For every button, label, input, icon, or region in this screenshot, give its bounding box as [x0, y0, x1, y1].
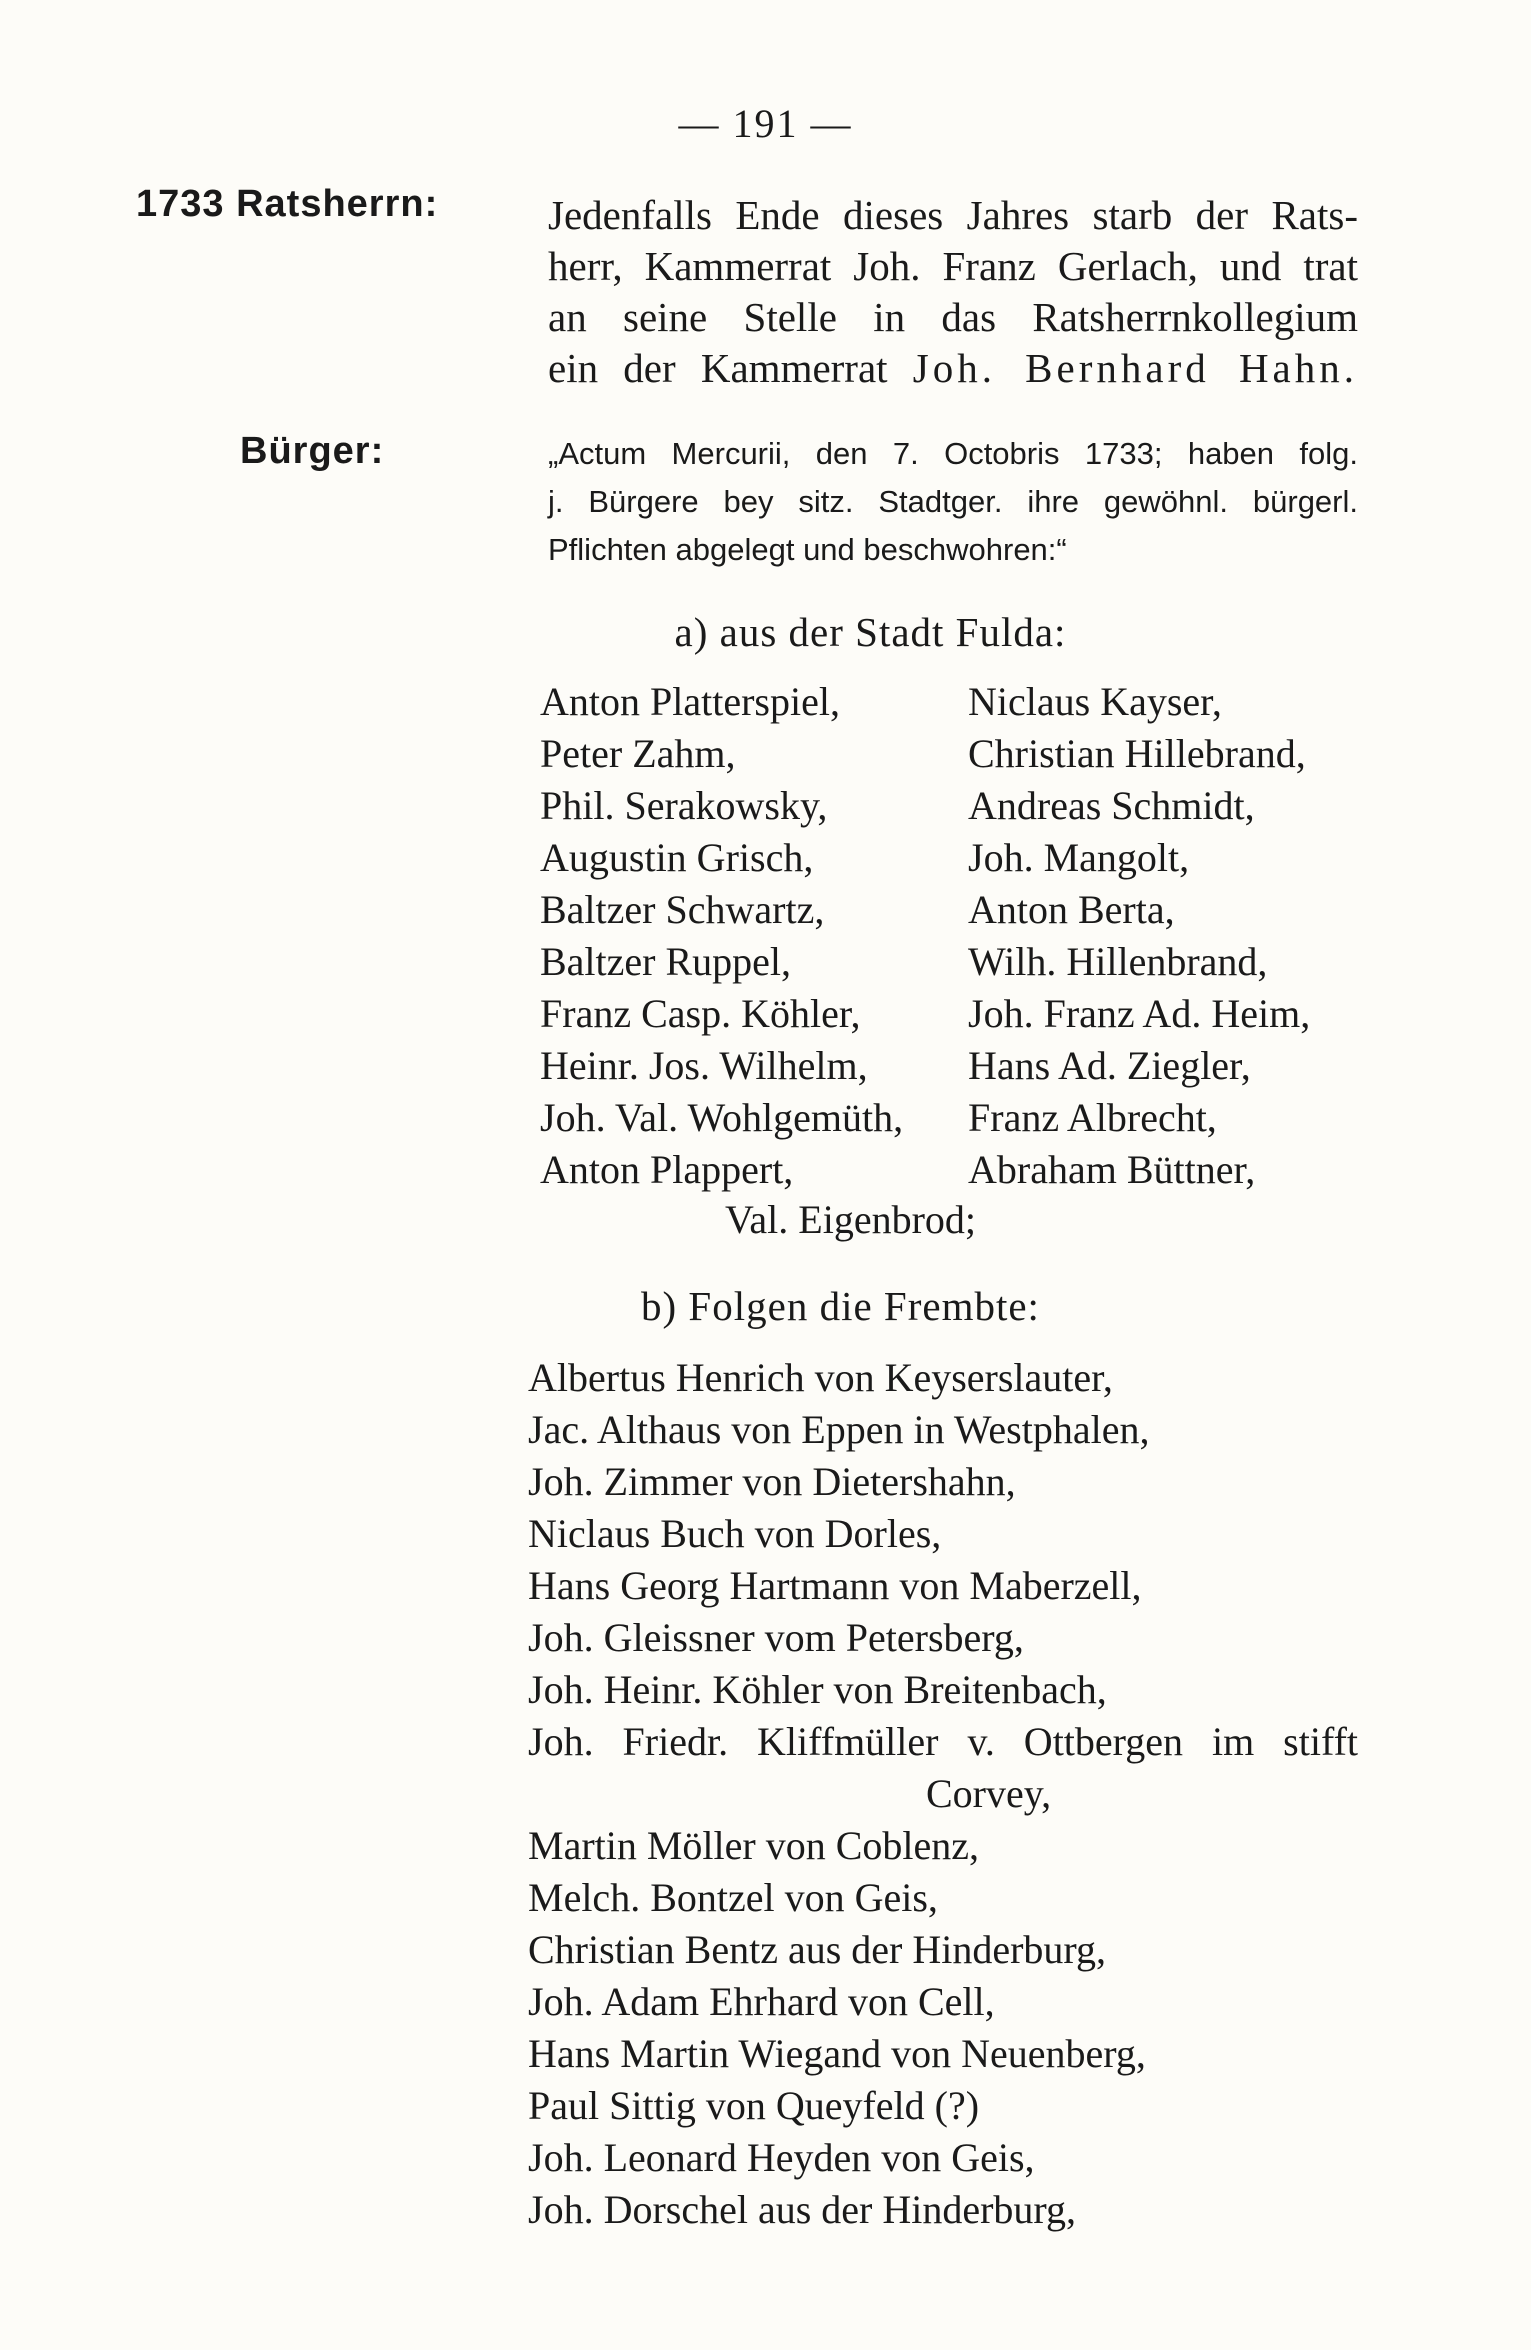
citizen-name: Franz Albrecht, — [968, 1095, 1217, 1140]
citizen-name: Franz Casp. Köhler, — [540, 991, 861, 1036]
quote-line: j. Bürgere bey sitz. Stadtger. ihre gewöhnl. bürgerl. — [548, 484, 1358, 519]
paragraph-line: herr, Kammerrat Joh. Franz Gerlach, und trat — [548, 243, 1358, 289]
quote-line: „Actum Mercurii, den 7. Octobris 1733; haben folg. — [548, 436, 1358, 471]
list-item-continuation: Corvey, — [926, 1771, 1052, 1816]
section-a-heading: a) aus der Stadt Fulda: — [674, 609, 1067, 655]
list-item: Martin Möller von Coblenz, — [528, 1823, 980, 1868]
citizen-name: Peter Zahm, — [540, 731, 736, 776]
list-item: Joh. Leonard Heyden von Geis, — [528, 2135, 1035, 2180]
citizen-name: Christian Hillebrand, — [968, 731, 1306, 776]
citizen-name: Joh. Franz Ad. Heim, — [968, 991, 1311, 1036]
citizen-name: Anton Plappert, — [540, 1147, 794, 1192]
list-item: Paul Sittig von Queyfeld (?) — [528, 2083, 980, 2128]
list-item: Joh. Adam Ehrhard von Cell, — [528, 1979, 995, 2024]
list-item: Christian Bentz aus der Hinderburg, — [528, 1927, 1107, 1972]
section-b-heading: b) Folgen die Frembte: — [641, 1283, 1040, 1329]
list-item: Niclaus Buch von Dorles, — [528, 1511, 942, 1556]
paragraph-line-prefix: ein der Kammerrat — [548, 345, 913, 391]
ratsherrn-paragraph — [548, 190, 1358, 394]
list-item: Joh. Friedr. Kliffmüller v. Ottbergen im stifft — [528, 1719, 1358, 1764]
list-item: Hans Georg Hartmann von Maberzell, — [528, 1563, 1142, 1608]
citizen-name: Abraham Büttner, — [968, 1147, 1256, 1192]
section-b-list — [528, 1352, 1358, 2236]
citizen-name: Joh. Mangolt, — [968, 835, 1190, 880]
list-item: Jac. Althaus von Eppen in Westphalen, — [528, 1407, 1150, 1452]
paragraph-line — [548, 343, 1358, 394]
margin-label-buerger: Bürger: — [240, 430, 385, 472]
section-a-final-name: Val. Eigenbrod; — [724, 1197, 977, 1242]
citizen-name: Augustin Grisch, — [540, 835, 814, 880]
list-item: Joh. Zimmer von Dietershahn, — [528, 1459, 1016, 1504]
citizen-name: Niclaus Kayser, — [968, 679, 1222, 724]
citizen-name: Wilh. Hillenbrand, — [968, 939, 1268, 984]
citizen-name: Andreas Schmidt, — [968, 783, 1255, 828]
list-item: Joh. Dorschel aus der Hinderburg, — [528, 2187, 1077, 2232]
citizen-name: Hans Ad. Ziegler, — [968, 1043, 1251, 1088]
page-number: — 191 — — [678, 101, 853, 146]
list-item: Joh. Heinr. Köhler von Breitenbach, — [528, 1667, 1107, 1712]
list-item: Albertus Henrich von Keyserslauter, — [528, 1355, 1113, 1400]
quote-line: Pflichten abgelegt und beschwohren:“ — [548, 532, 1067, 567]
quote-block — [548, 430, 1358, 574]
margin-label-ratsherrn: 1733 Ratsherrn: — [136, 183, 439, 225]
citizen-name: Joh. Val. Wohlgemüth, — [540, 1095, 904, 1140]
list-item: Hans Martin Wiegand von Neuenberg, — [528, 2031, 1146, 2076]
citizen-name: Baltzer Ruppel, — [540, 939, 792, 984]
list-item: Melch. Bontzel von Geis, — [528, 1875, 938, 1920]
citizen-name: Phil. Serakowsky, — [540, 783, 828, 828]
citizen-name: Heinr. Jos. Wilhelm, — [540, 1043, 868, 1088]
citizen-name: Anton Berta, — [968, 887, 1175, 932]
paragraph-line: an seine Stelle in das Ratsherrnkollegium — [548, 294, 1358, 340]
section-a-right-column — [968, 676, 1310, 1196]
citizen-name: Baltzer Schwartz, — [540, 887, 825, 932]
spaced-name-hahn: Joh. Bernhard Hahn. — [912, 345, 1359, 391]
section-a-left-column — [540, 676, 903, 1196]
list-item: Joh. Gleissner vom Petersberg, — [528, 1615, 1024, 1660]
paragraph-line: Jedenfalls Ende dieses Jahres starb der Rats- — [548, 192, 1358, 238]
citizen-name: Anton Platterspiel, — [540, 679, 840, 724]
